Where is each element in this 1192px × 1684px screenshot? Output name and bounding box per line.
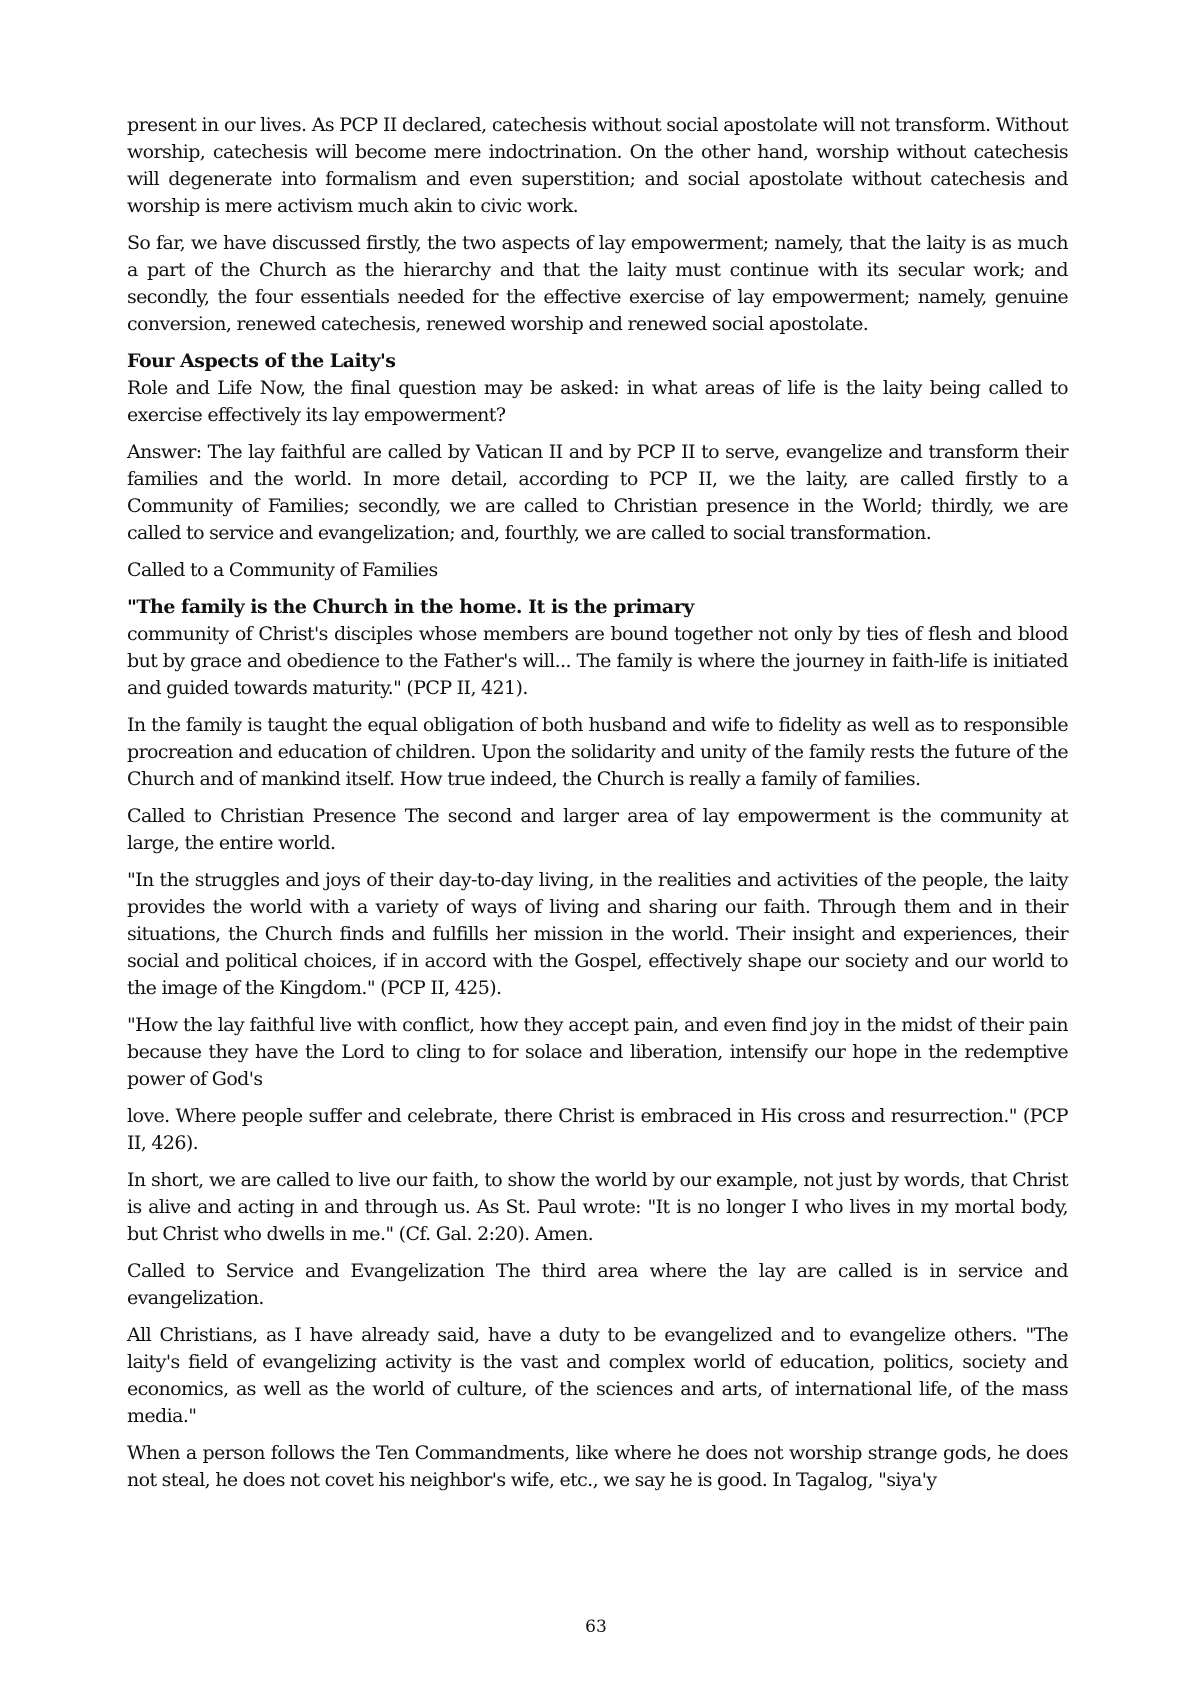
section-heading: Four Aspects of the Laity's <box>127 350 396 372</box>
paragraph: In the family is taught the equal obligation of both husband and wife to fidelity as well as to responsible procreation and education of children. Upon the solidarity and unity of the family rests the future of the Church and of mankind itself. How true indeed, the Church is really a family of families. <box>127 714 1068 790</box>
paragraph: Answer: The lay faithful are called by Vatican II and by PCP II to serve, evangelize and transform their families and the world. In more detail, according to PCP II, we the laity, are called firstly to a Community of Families; secondly, we are called to Christian presence in the World; thirdly, we are called to service and evangelization; and, fourthly, we are called to social transformation. <box>127 441 1068 544</box>
paragraph: "How the lay faithful live with conflict, how they accept pain, and even find joy in the midst of their pain because they have the Lord to cling to for solace and liberation, intensify our hope in the redemptive power of God's <box>127 1014 1068 1090</box>
paragraph: Role and Life Now, the final question may be asked: in what areas of life is the laity being called to exercise effectively its lay empowerment? <box>127 377 1068 426</box>
paragraph: In short, we are called to live our faith, to show the world by our example, not just by words, that Christ is alive and acting in and through us. As St. Paul wrote: "It is no longer I who lives in my mortal body, but Christ who dwells in me." (Cf. Gal. 2:20). Amen. <box>127 1169 1068 1245</box>
paragraph: "In the struggles and joys of their day-to-day living, in the realities and activities of the people, the laity provides the world with a variety of ways of living and sharing our faith. Through them and in their situations, the Church finds and fulfills her mission in the world. Their insight and experiences, their social and political choices, if in accord with the Gospel, effectively shape our society and our world to the image of the Kingdom." (PCP II, 425). <box>127 869 1068 999</box>
paragraph: Called to Service and Evangelization The third area where the lay are called is in service and evangelization. <box>127 1260 1068 1309</box>
document-page <box>127 112 1068 1504</box>
section-heading: "The family is the Church in the home. It is the primary <box>127 596 694 618</box>
paragraph: All Christians, as I have already said, have a duty to be evangelized and to evangelize others. "The laity's field of evangelizing activity is the vast and complex world of education, politics, society and economics, as well as the world of culture, of the sciences and arts, of international life, of the mass media." <box>127 1324 1068 1427</box>
page-number: 63 <box>585 1617 607 1637</box>
paragraph: So far, we have discussed firstly, the two aspects of lay empowerment; namely, that the laity is as much a part of the Church as the hierarchy and that the laity must continue with its secular work; and secondly, the four essentials needed for the effective exercise of lay empowerment; namely, genuine conversion, renewed catechesis, renewed worship and renewed social apostolate. <box>127 232 1068 335</box>
paragraph: When a person follows the Ten Commandments, like where he does not worship strange gods, he does not steal, he does not covet his neighbor's wife, etc., we say he is good. In Tagalog, "siya'y <box>127 1442 1068 1491</box>
paragraph: Called to a Community of Families <box>127 559 438 581</box>
paragraph: community of Christ's disciples whose members are bound together not only by ties of flesh and blood but by grace and obedience to the Father's will... The family is where the journey in faith-life is initiated and guided towards maturity." (PCP II, 421). <box>127 623 1068 699</box>
paragraph: present in our lives. As PCP II declared, catechesis without social apostolate will not transform. Without worship, catechesis will become mere indoctrination. On the other hand, worship without catechesis will degenerate into formalism and even superstition; and social apostolate without catechesis and worship is mere activism much akin to civic work. <box>127 114 1068 217</box>
paragraph: love. Where people suffer and celebrate, there Christ is embraced in His cross and resurrection." (PCP II, 426). <box>127 1105 1068 1154</box>
paragraph: Called to Christian Presence The second and larger area of lay empowerment is the community at large, the entire world. <box>127 805 1068 854</box>
